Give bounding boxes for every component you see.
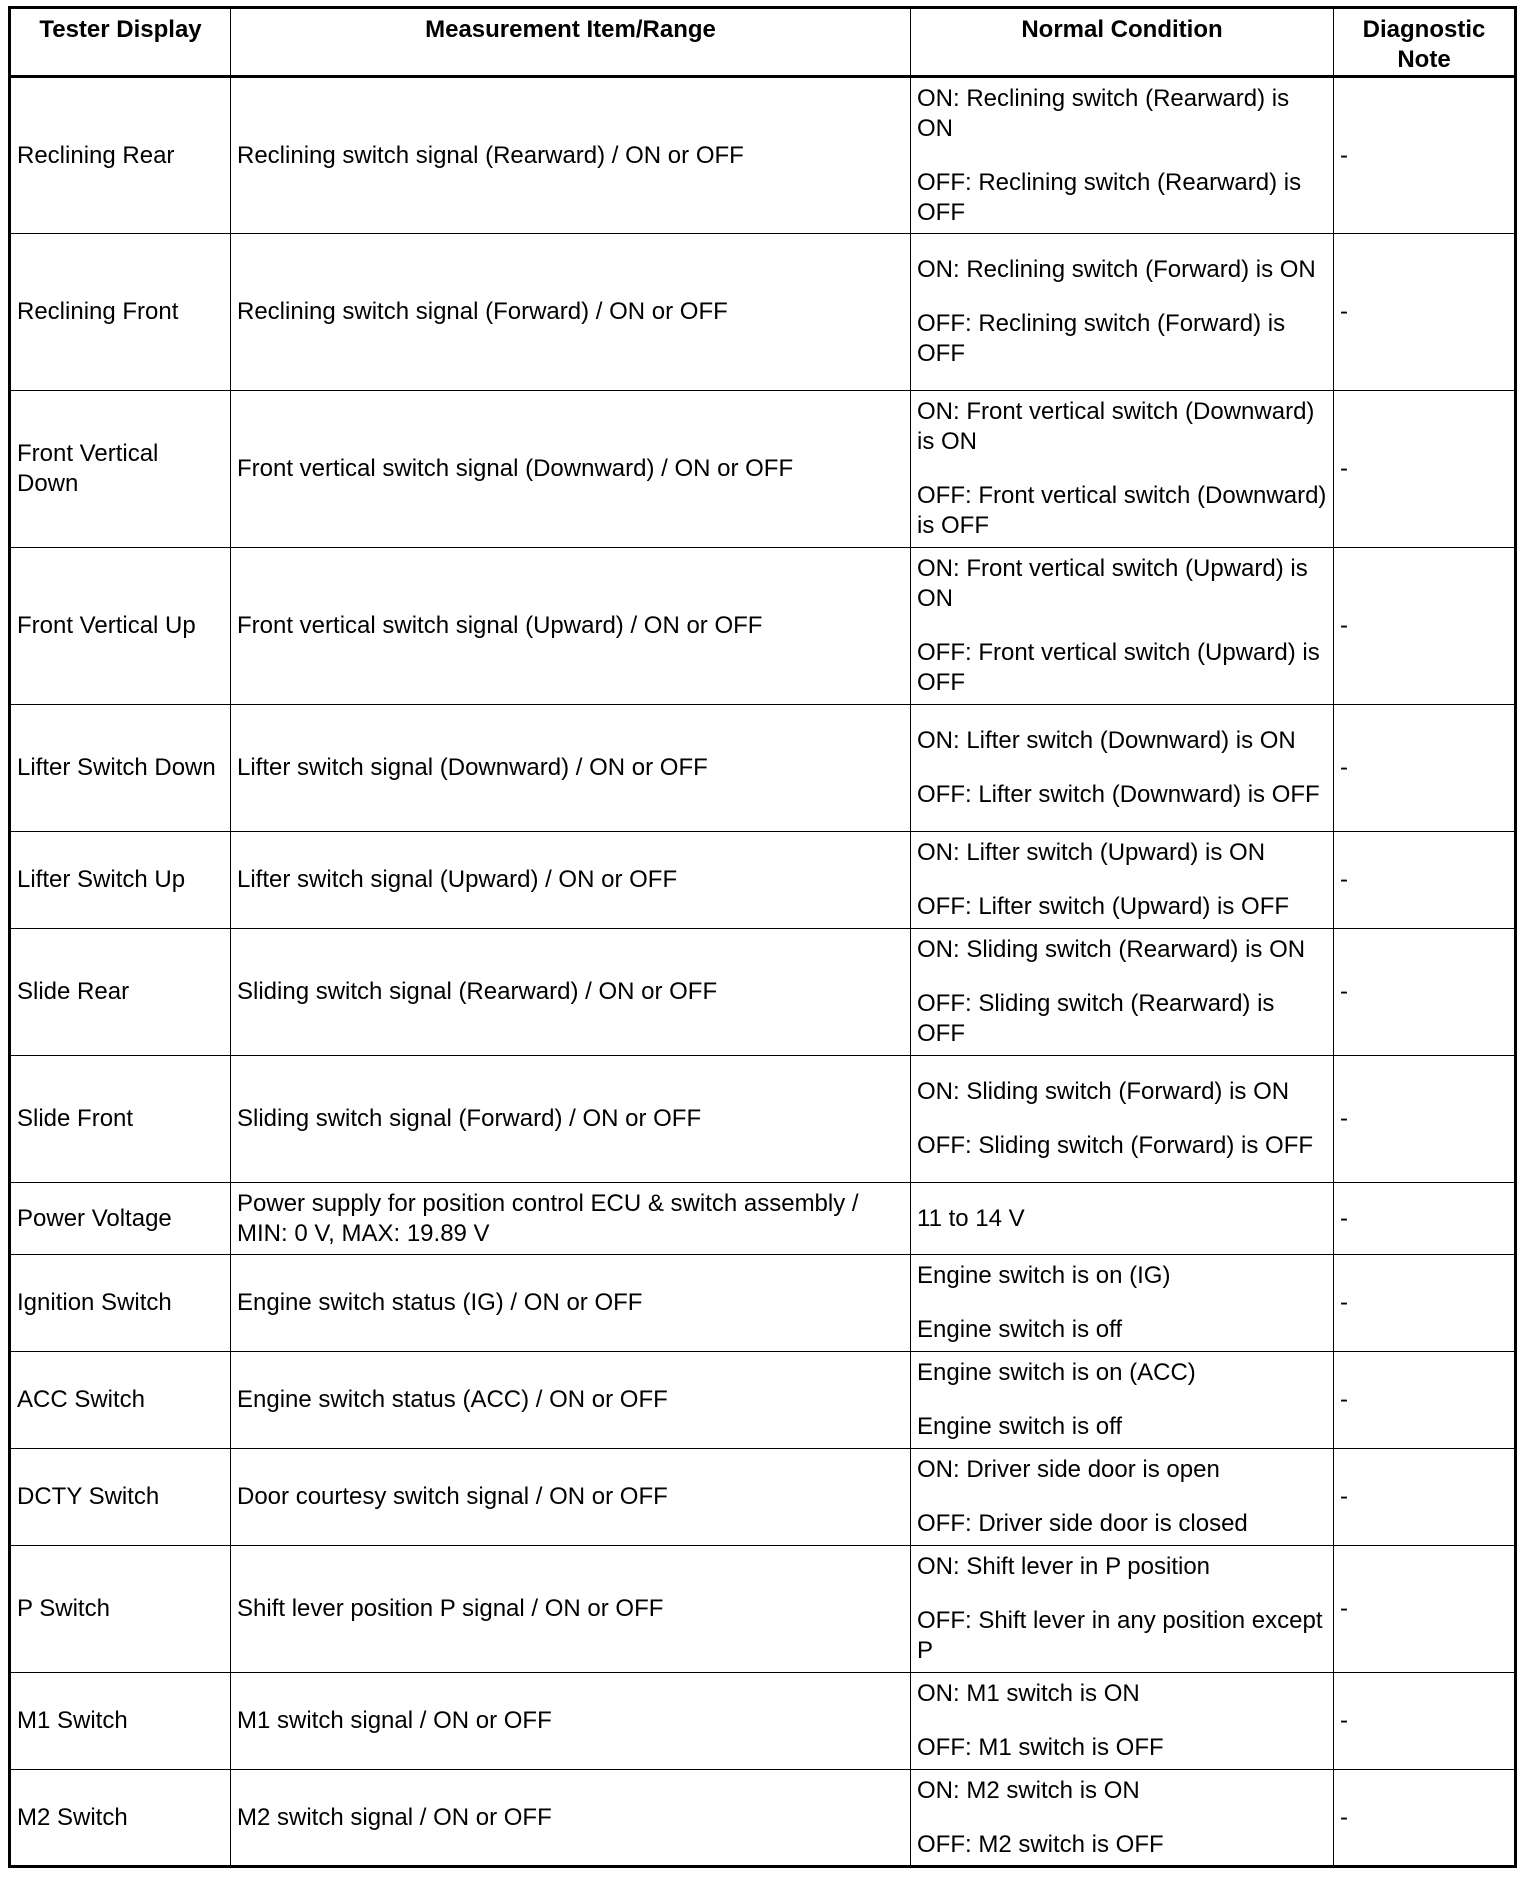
cell-measurement: Front vertical switch signal (Upward) / ON or OFF (231, 548, 911, 705)
condition-on-text: ON: M1 switch is ON (917, 1680, 1140, 1707)
table-row (10, 1546, 1516, 1673)
condition-on-text: Engine switch is on (IG) (917, 1262, 1171, 1289)
cell-tester-display: Slide Rear (10, 929, 231, 1056)
condition-off-text: OFF: Reclining switch (Forward) is OFF (917, 310, 1286, 367)
header-measurement: Measurement Item/Range (231, 8, 911, 77)
cell-diagnostic-note: - (1334, 705, 1516, 832)
condition-on-text: ON: Reclining switch (Rearward) is ON (917, 84, 1290, 142)
table-row (10, 391, 1516, 548)
condition-on-text: ON: Lifter switch (Downward) is ON (917, 727, 1296, 754)
cell-measurement: M1 switch signal / ON or OFF (231, 1673, 911, 1770)
cell-diagnostic-note: - (1334, 77, 1516, 234)
cell-diagnostic-note: - (1334, 548, 1516, 705)
condition-off-text: Engine switch is off (917, 1316, 1122, 1343)
cell-measurement: Sliding switch signal (Forward) / ON or OFF (231, 1056, 911, 1183)
cell-measurement: Front vertical switch signal (Downward) / ON or OFF (231, 391, 911, 548)
condition-off-text: OFF: Front vertical switch (Downward) is OFF (917, 482, 1327, 539)
cell-tester-display: Front Vertical Up (10, 548, 231, 705)
cell-tester-display: Front Vertical Down (10, 391, 231, 548)
condition-off-text: OFF: Driver side door is closed (917, 1510, 1248, 1537)
header-tester-display: Tester Display (10, 8, 231, 77)
cell-tester-display: Lifter Switch Up (10, 832, 231, 929)
cell-normal-condition (911, 929, 1334, 1056)
cell-tester-display: Reclining Rear (10, 77, 231, 234)
condition-on-text: ON: Reclining switch (Forward) is ON (917, 256, 1316, 283)
cell-normal-condition (911, 1056, 1334, 1183)
cell-measurement: Lifter switch signal (Upward) / ON or OFF (231, 832, 911, 929)
cell-measurement: Engine switch status (IG) / ON or OFF (231, 1255, 911, 1352)
table-row (10, 1673, 1516, 1770)
table-row (10, 234, 1516, 391)
cell-diagnostic-note: - (1334, 929, 1516, 1056)
table-row (10, 832, 1516, 929)
table-body (10, 77, 1516, 1867)
table-row (10, 548, 1516, 705)
condition-off-text: OFF: Lifter switch (Downward) is OFF (917, 781, 1320, 808)
data-list-table (8, 6, 1517, 1868)
condition-off-text: OFF: Lifter switch (Upward) is OFF (917, 893, 1290, 920)
cell-diagnostic-note: - (1334, 1546, 1516, 1673)
condition-off-text: OFF: Shift lever in any position except P (917, 1607, 1323, 1664)
condition-off-text: OFF: M2 switch is OFF (917, 1830, 1164, 1858)
condition-off-text: OFF: Front vertical switch (Upward) is OFF (917, 639, 1320, 696)
condition-on-text: ON: Front vertical switch (Upward) is ON (917, 555, 1308, 612)
cell-diagnostic-note: - (1334, 1673, 1516, 1770)
cell-tester-display: Reclining Front (10, 234, 231, 391)
condition-off-text: OFF: Sliding switch (Forward) is OFF (917, 1132, 1314, 1159)
header-diagnostic-note: Diagnostic Note (1334, 8, 1516, 77)
cell-tester-display: DCTY Switch (10, 1449, 231, 1546)
condition-on-text: ON: Lifter switch (Upward) is ON (917, 839, 1266, 866)
cell-normal-condition (911, 77, 1334, 234)
condition-on-text: ON: Sliding switch (Forward) is ON (917, 1078, 1290, 1105)
cell-measurement: Door courtesy switch signal / ON or OFF (231, 1449, 911, 1546)
cell-measurement: Reclining switch signal (Forward) / ON or OFF (231, 234, 911, 391)
table-row (10, 77, 1516, 234)
cell-measurement: M2 switch signal / ON or OFF (231, 1770, 911, 1867)
cell-diagnostic-note: - (1334, 832, 1516, 929)
cell-tester-display: P Switch (10, 1546, 231, 1673)
header-normal-condition: Normal Condition (911, 8, 1334, 77)
condition-on-text: Engine switch is on (ACC) (917, 1359, 1196, 1386)
cell-tester-display: M2 Switch (10, 1770, 231, 1867)
cell-diagnostic-note: - (1334, 1352, 1516, 1449)
cell-normal-condition (911, 832, 1334, 929)
cell-normal-condition (911, 1770, 1334, 1867)
condition-off-text: OFF: M1 switch is OFF (917, 1734, 1164, 1761)
table-row (10, 1056, 1516, 1183)
cell-normal-condition (911, 391, 1334, 548)
cell-tester-display: Power Voltage (10, 1183, 231, 1255)
cell-normal-condition (911, 1673, 1334, 1770)
table-row (10, 1449, 1516, 1546)
cell-normal-condition (911, 234, 1334, 391)
cell-measurement: Lifter switch signal (Downward) / ON or OFF (231, 705, 911, 832)
table-row (10, 1183, 1516, 1255)
condition-off-text: Engine switch is off (917, 1413, 1122, 1440)
condition-off-text: OFF: Sliding switch (Rearward) is OFF (917, 990, 1275, 1047)
cell-diagnostic-note: - (1334, 391, 1516, 548)
cell-normal-condition (911, 548, 1334, 705)
cell-measurement: Reclining switch signal (Rearward) / ON or OFF (231, 77, 911, 234)
condition-on-text: ON: Sliding switch (Rearward) is ON (917, 936, 1306, 963)
cell-diagnostic-note: - (1334, 234, 1516, 391)
cell-diagnostic-note: - (1334, 1770, 1516, 1867)
table-row (10, 1770, 1516, 1867)
cell-normal-condition (911, 1449, 1334, 1546)
cell-tester-display: Slide Front (10, 1056, 231, 1183)
header-row (10, 8, 1516, 77)
condition-on-text: ON: M2 switch is ON (917, 1776, 1140, 1804)
condition-on-text: ON: Front vertical switch (Downward) is ON (917, 398, 1315, 455)
cell-normal-condition (911, 705, 1334, 832)
cell-tester-display: M1 Switch (10, 1673, 231, 1770)
table-row (10, 1255, 1516, 1352)
table-row (10, 705, 1516, 832)
cell-tester-display: Ignition Switch (10, 1255, 231, 1352)
cell-diagnostic-note: - (1334, 1183, 1516, 1255)
cell-measurement: Power supply for position control ECU & switch assembly / MIN: 0 V, MAX: 19.89 V (231, 1183, 911, 1255)
condition-on-text: ON: Shift lever in P position (917, 1553, 1211, 1580)
cell-normal-condition (911, 1255, 1334, 1352)
cell-measurement: Sliding switch signal (Rearward) / ON or OFF (231, 929, 911, 1056)
cell-normal-condition (911, 1352, 1334, 1449)
cell-diagnostic-note: - (1334, 1056, 1516, 1183)
condition-on-text: 11 to 14 V (917, 1204, 1025, 1232)
cell-measurement: Shift lever position P signal / ON or OFF (231, 1546, 911, 1673)
table-row (10, 1352, 1516, 1449)
cell-diagnostic-note: - (1334, 1255, 1516, 1352)
cell-normal-condition (911, 1183, 1334, 1255)
cell-normal-condition (911, 1546, 1334, 1673)
cell-diagnostic-note: - (1334, 1449, 1516, 1546)
condition-on-text: ON: Driver side door is open (917, 1456, 1220, 1483)
cell-measurement: Engine switch status (ACC) / ON or OFF (231, 1352, 911, 1449)
condition-off-text: OFF: Reclining switch (Rearward) is OFF (917, 168, 1302, 226)
table-row (10, 929, 1516, 1056)
cell-tester-display: Lifter Switch Down (10, 705, 231, 832)
cell-tester-display: ACC Switch (10, 1352, 231, 1449)
